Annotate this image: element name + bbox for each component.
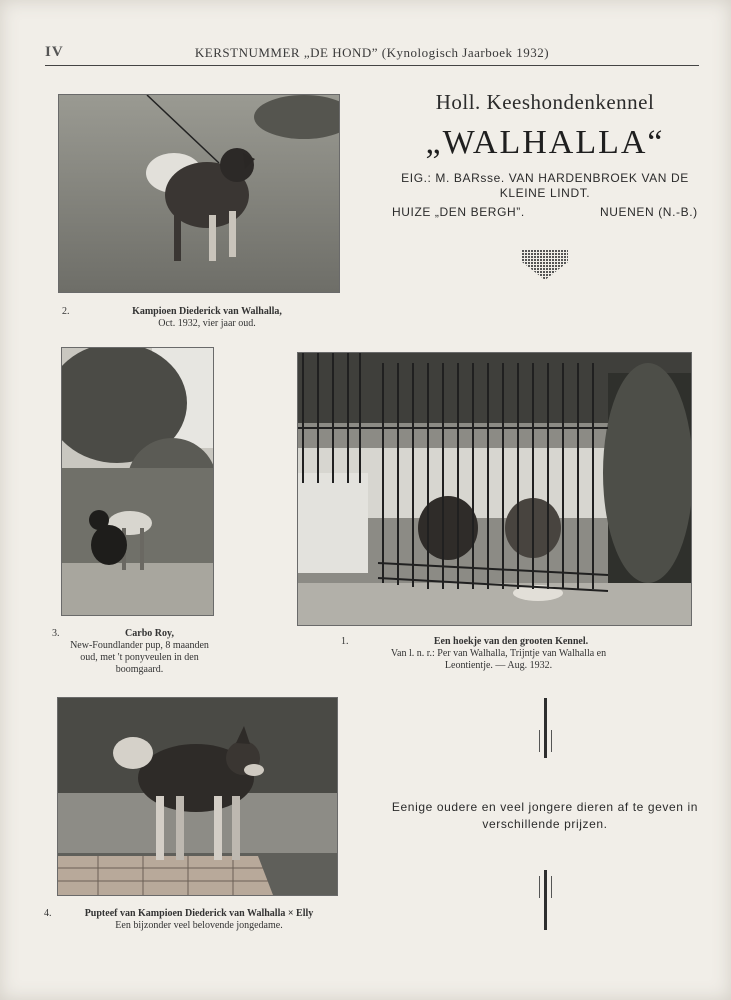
- caption-subtitle: Oct. 1932, vier jaar oud.: [158, 318, 256, 329]
- caption-title: Kampioen Diederick van Walhalla,: [132, 306, 282, 317]
- photo-carbo-roy: [61, 347, 214, 616]
- caption-number: 1.: [341, 636, 349, 647]
- decorative-rule-icon: [536, 698, 556, 758]
- page-header: [45, 44, 699, 66]
- caption-title: Carbo Roy,: [125, 628, 174, 639]
- page-number: IV: [45, 44, 64, 60]
- caption-photo-1: [341, 636, 656, 672]
- caption-number: 3.: [52, 628, 60, 639]
- photo-pupteef: [57, 697, 338, 896]
- caption-photo-2: [62, 306, 322, 330]
- caption-line: oud, met 't ponyveulen in den: [80, 652, 199, 663]
- kennel-name: „WALHALLA“: [425, 124, 665, 161]
- ad-heading: Holl. Keeshondenkennel: [435, 90, 655, 114]
- caption-number: 4.: [44, 908, 52, 919]
- header-rule: [45, 65, 699, 66]
- photo-diederick: [58, 94, 340, 293]
- offer-line: verschillende prijzen.: [482, 817, 608, 831]
- ornament-icon: [522, 250, 568, 280]
- caption-line: New-Foundlander pup, 8 maanden: [70, 640, 209, 651]
- caption-photo-4: [44, 908, 344, 932]
- caption-title: Een hoekje van den grooten Kennel.: [433, 636, 589, 647]
- decorative-rule-icon: [536, 870, 556, 930]
- caption-number: 2.: [62, 306, 70, 317]
- caption-title: Pupteef van Kampioen Diederick van Walhalla × Elly: [84, 908, 314, 919]
- running-title: KERSTNUMMER „DE HOND” (Kynologisch Jaarboek 1932): [194, 45, 550, 60]
- photo-kennel: [297, 352, 692, 626]
- house-name: HUIZE „DEN BERGH”.: [392, 205, 525, 219]
- caption-line: Van l. n. r.: Per van Walhalla, Trijntje van Walhalla en: [390, 648, 607, 659]
- offer-text: [380, 799, 710, 833]
- caption-subtitle: Een bijzonder veel belovende jongedame.: [115, 920, 283, 931]
- kennel-photo-image: [298, 353, 691, 625]
- caption-photo-3: [52, 628, 227, 676]
- owner-line: EIG.: M. BARsse. VAN HARDENBROEK VAN DE KLEINE LINDT.: [401, 171, 689, 200]
- offer-line: Eenige oudere en veel jongere dieren af te geven in: [391, 800, 699, 814]
- caption-line: Leontientje. — Aug. 1932.: [444, 660, 553, 671]
- place-name: NUENEN (N.-B.): [600, 205, 698, 219]
- caption-line: boomgaard.: [115, 664, 164, 675]
